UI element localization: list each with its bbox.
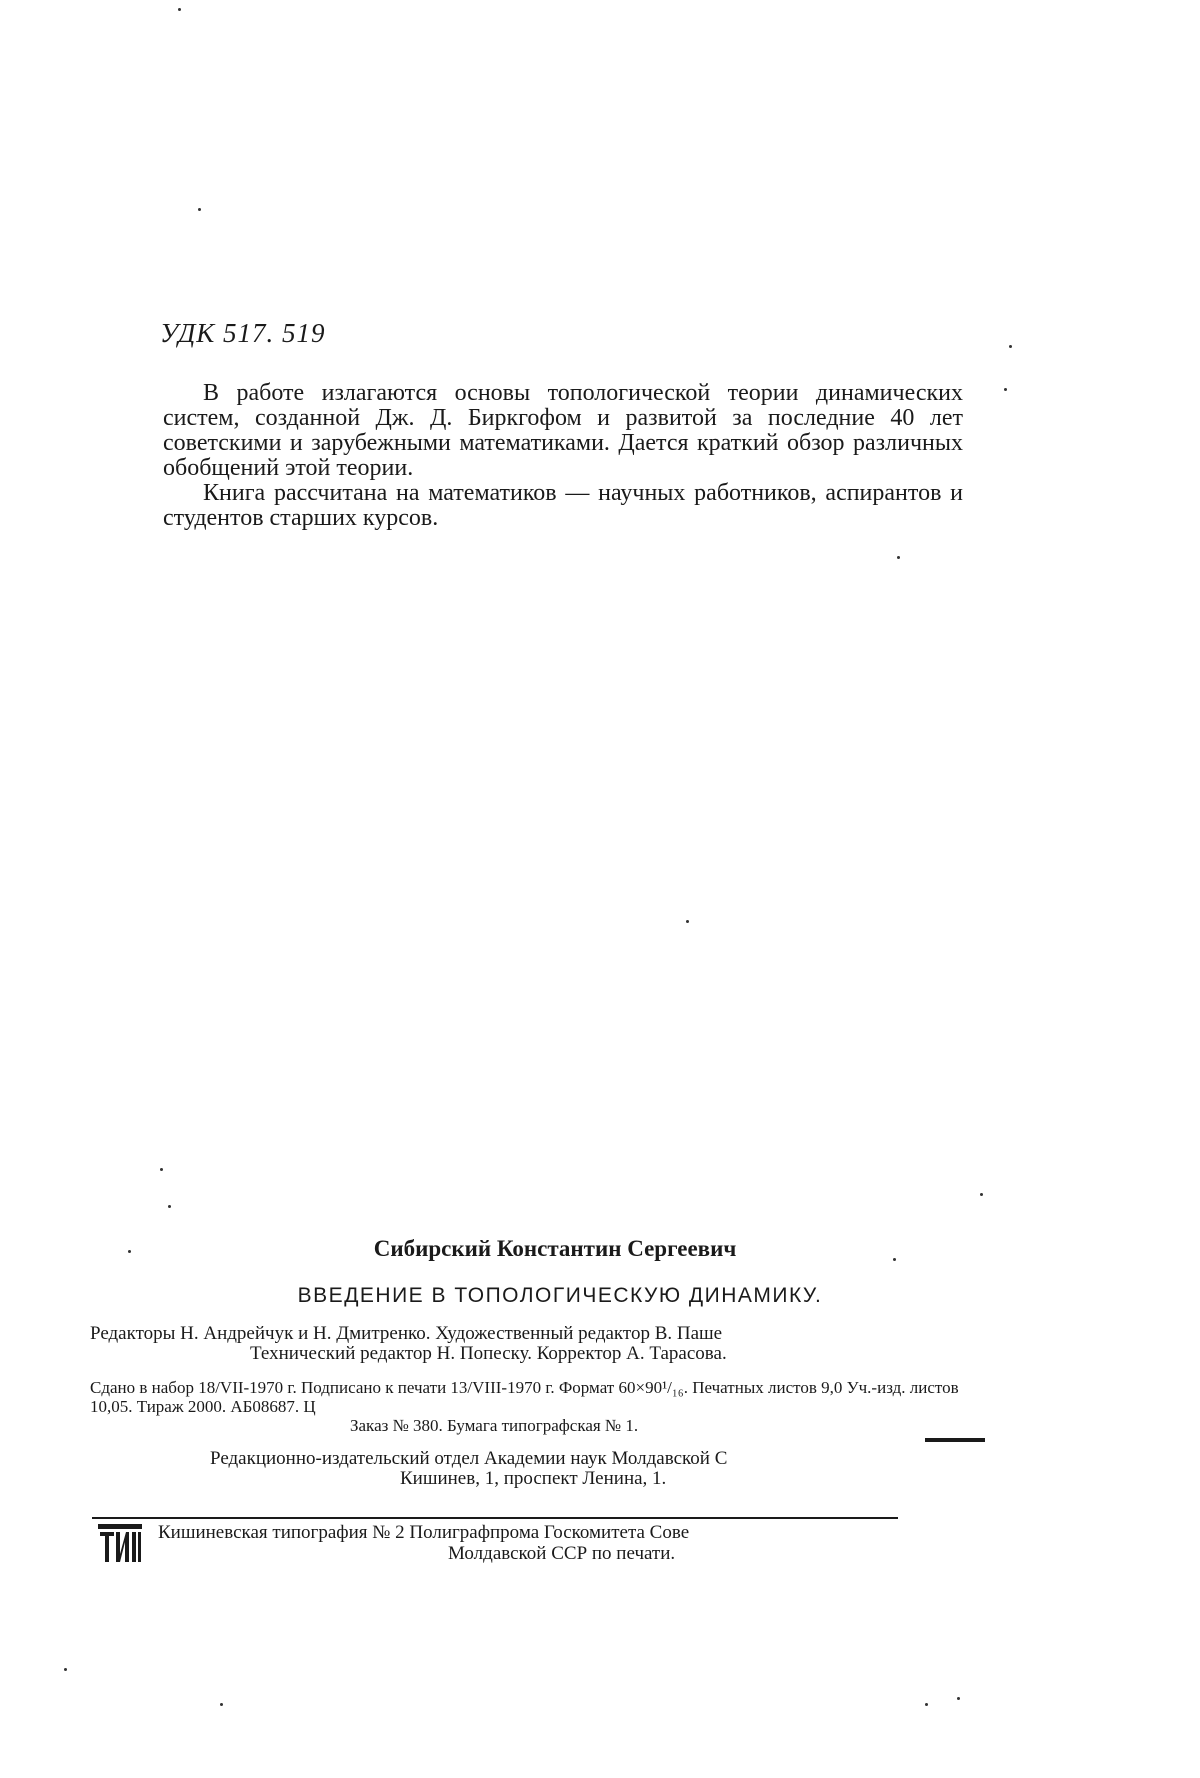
production-line-3: Заказ № 380. Бумага типографская № 1. [350,1416,639,1435]
editors-line-1: Редакторы Н. Андрейчук и Н. Дмитренко. Художественный редактор В. Паше [90,1323,723,1344]
scan-speck [198,208,201,211]
publisher-line-2: Кишинев, 1, проспект Ленина, 1. [400,1468,667,1489]
abstract-paragraph-2: Книга рассчитана на математиков — научных работников, аспирантов и студентов старших курсов. [163,480,963,531]
scan-speck [168,1205,171,1208]
printer-info [158,1522,918,1564]
scan-speck [980,1193,983,1196]
editors-line-2: Технический редактор Н. Попеску. Корректор А. Тарасова. [250,1343,727,1364]
imprint-block [90,1236,990,1503]
scan-speck [686,920,689,923]
abstract-paragraph-1: В работе излагаются основы топологической теории динамических систем, созданной Дж. Д. Биркгофом и развитой за последние 40 лет советскими и зарубежными математиками. Дается краткий обзор различных обобщений этой теории. [163,380,963,481]
scan-speck [64,1668,67,1671]
scan-speck [925,1703,928,1706]
scan-speck [1004,388,1007,391]
printer-line-2: Молдавской ССР по печати. [448,1543,676,1564]
author-name: Сибирский Константин Сергеевич [373,1236,737,1261]
scan-speck [128,1250,131,1253]
printer-logo-icon [98,1524,142,1564]
scan-speck [893,1258,896,1261]
abstract [163,381,963,531]
production-line-1: Сдано в набор 18/VII-1970 г. Подписано к печати 13/VIII-1970 г. Формат 60×90¹/₁₆. Печатных листов 9,0 Уч.-изд. листов 10,05. Тираж 2000. АБ08687. Ц [90,1378,959,1416]
publisher-info [90,1449,990,1489]
production-details [90,1378,990,1435]
book-title: ВВЕДЕНИЕ В ТОПОЛОГИЧЕСКУЮ ДИНАМИКУ. [297,1284,823,1307]
scan-speck [220,1703,223,1706]
short-rule [925,1438,985,1442]
udk-classification: УДК 517. 519 [160,318,326,348]
scan-speck [1009,345,1012,348]
printer-line-1: Кишиневская типография № 2 Полиграфпрома Госкомитета Сове [158,1522,690,1543]
scan-speck [160,1168,163,1171]
editors-credits [90,1324,990,1364]
scan-speck [178,8,181,11]
divider-rule [92,1517,898,1519]
scan-speck [957,1697,960,1700]
scan-speck [897,556,900,559]
publisher-line-1: Редакционно-издательский отдел Академии наук Молдавской С [210,1448,728,1469]
